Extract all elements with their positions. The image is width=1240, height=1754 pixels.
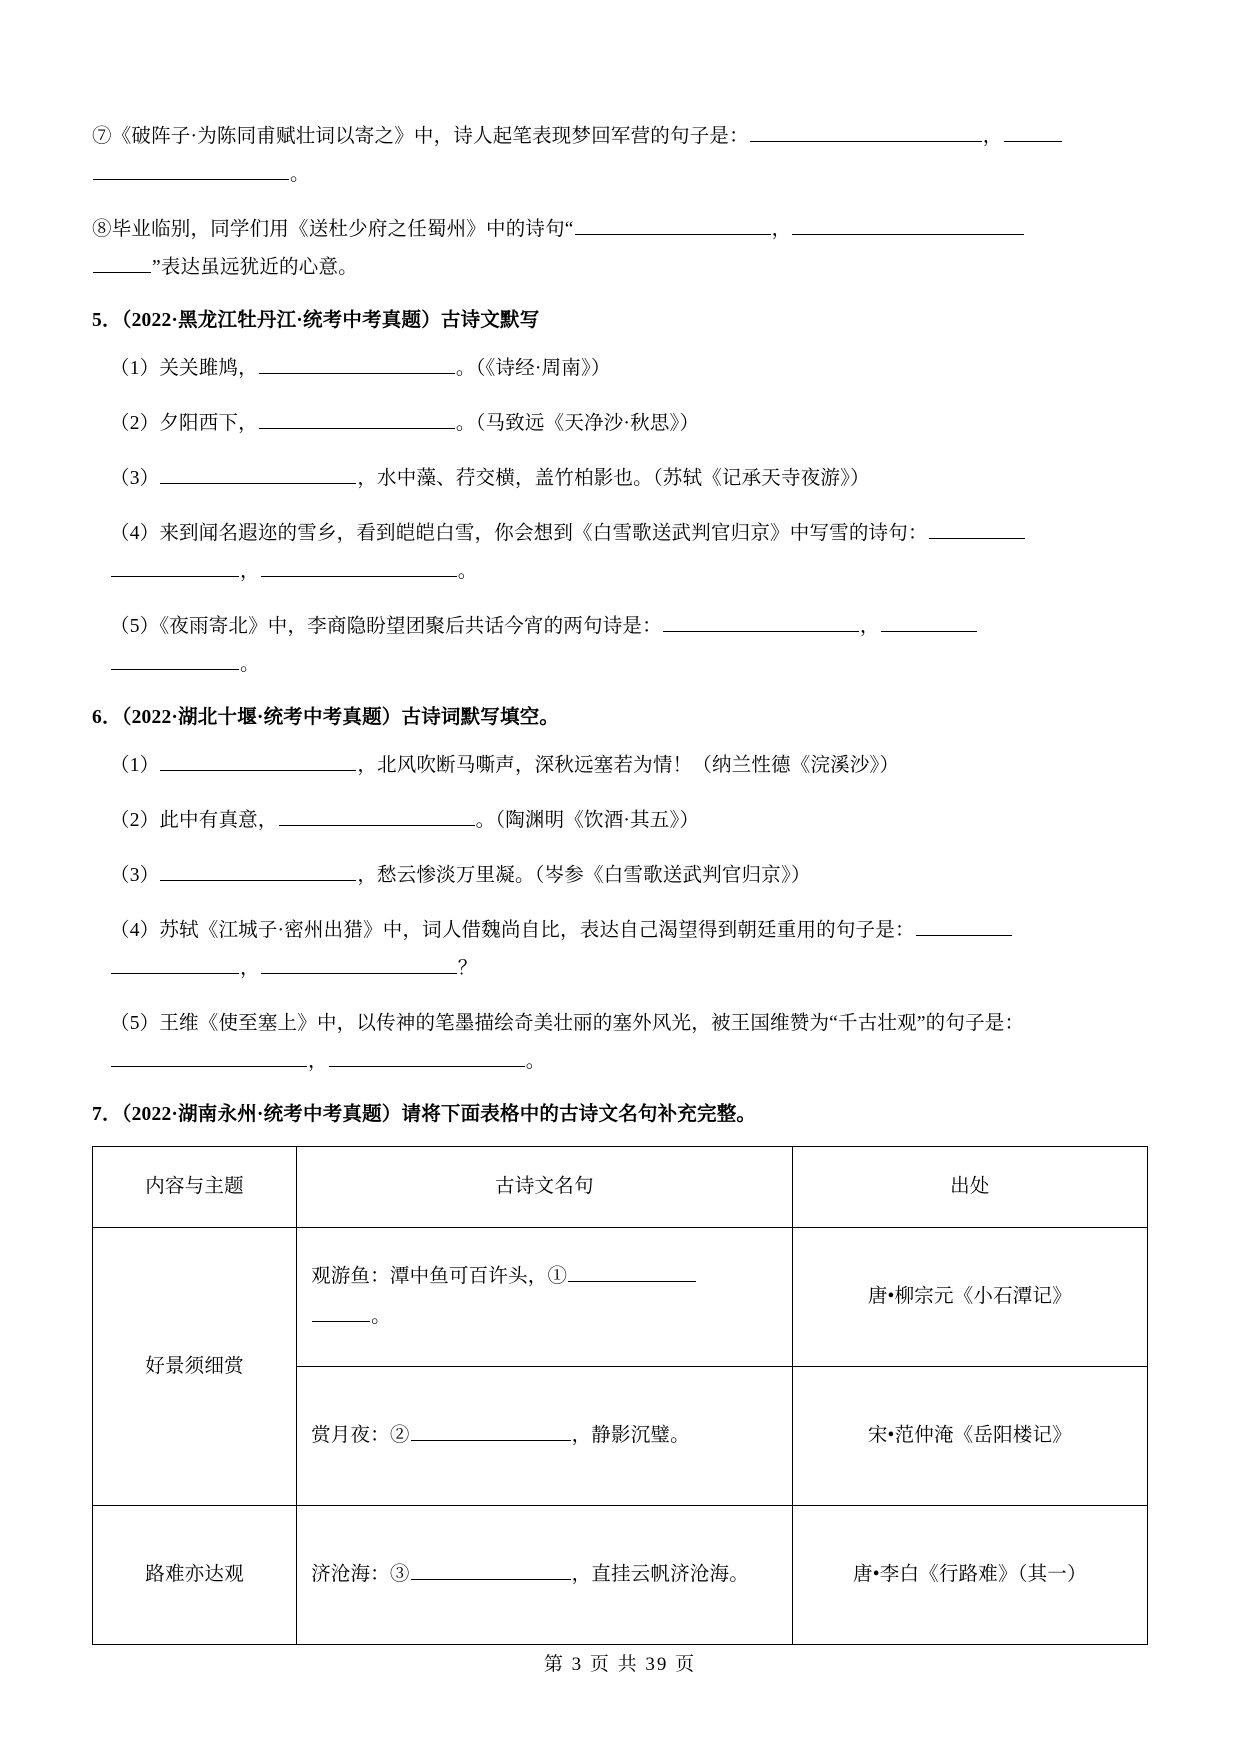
answer-blank[interactable] [259, 409, 455, 429]
item-7-prefix: ⑦《破阵子·为陈同甫赋壮词以寄之》中，诗人起笔表现梦回军营的句子是： [92, 126, 749, 147]
cell-theme: 好景须细赏 [93, 1228, 297, 1506]
item-label: （3） [110, 865, 160, 886]
item-post: 。 [457, 561, 478, 582]
table-row [93, 1228, 1148, 1367]
answer-blank[interactable] [160, 751, 356, 771]
cell-verse [297, 1367, 793, 1506]
question-6-item-3 [92, 857, 1148, 895]
item-pre: 苏轼《江城子·密州出猎》中，词人借魏尚自比，表达自己渴望得到朝廷重用的句子是： [159, 920, 915, 941]
verse-post: 。 [371, 1306, 391, 1327]
item-pre: 夕阳西下， [159, 413, 258, 434]
answer-blank[interactable] [111, 954, 239, 974]
item-post: 。 [240, 654, 260, 675]
item-post: ，北风吹断马嘶声，深秋远塞若为情！（纳兰性德《浣溪沙》） [357, 755, 900, 776]
question-6-heading: 6．（2022·湖北十堰·统考中考真题）古诗词默写填空。 [92, 707, 560, 728]
verse-pre: 赏月夜：② [311, 1425, 410, 1446]
item-mid: ， [240, 561, 260, 582]
cell-source: 唐•李白《行路难》（其一） [792, 1506, 1147, 1645]
cell-theme: 路难亦达观 [93, 1506, 297, 1645]
page-footer: 第 3 页 共 39 页 [543, 1654, 697, 1675]
question-5-item-3 [92, 460, 1148, 498]
cell-verse [297, 1228, 793, 1367]
answer-blank[interactable] [329, 1047, 525, 1067]
answer-blank[interactable] [881, 612, 977, 632]
item-label: （5） [110, 1013, 160, 1034]
answer-blank[interactable] [916, 916, 1012, 936]
answer-blank[interactable] [93, 160, 289, 180]
answer-blank[interactable] [111, 557, 239, 577]
question-5-item-1 [92, 350, 1148, 388]
table-header-row [93, 1147, 1148, 1228]
item-8-mid: ， [771, 219, 792, 240]
item-post: 。（马致远《天净沙·秋思》） [455, 413, 700, 434]
question-5-item-4 [92, 515, 1148, 591]
verse-post: ，直挂云帆济沧海。 [571, 1564, 749, 1585]
answer-blank[interactable] [111, 1047, 307, 1067]
question-7-heading: 7．（2022·湖南永州·统考中考真题）请将下面表格中的古诗文名句补充完整。 [92, 1104, 757, 1125]
answer-blank[interactable] [261, 954, 457, 974]
item-label: （2） [110, 810, 160, 831]
item-label: （1） [110, 755, 160, 776]
cell-source: 宋•范仲淹《岳阳楼记》 [792, 1367, 1147, 1506]
answer-blank[interactable] [750, 122, 982, 142]
item-mid: ， [859, 616, 880, 637]
item-mid: ， [308, 1051, 328, 1072]
poem-table [92, 1146, 1148, 1645]
item-label: （4） [110, 523, 160, 544]
verse-post: ，静影沉璧。 [571, 1425, 690, 1446]
answer-blank[interactable] [279, 806, 475, 826]
item-8-prefix: ⑧毕业临别，同学们用《送杜少府之任蜀州》中的诗句“ [92, 219, 574, 240]
item-label: （2） [110, 413, 160, 434]
question-5-item-2 [92, 405, 1148, 443]
cell-verse [297, 1506, 793, 1645]
answer-blank[interactable] [411, 1560, 571, 1580]
answer-blank[interactable] [259, 354, 455, 374]
question-5-heading: 5．（2022·黑龙江牡丹江·统考中考真题）古诗文默写 [92, 310, 540, 331]
verse-pre: 观游鱼：潭中鱼可百许头，① [311, 1266, 568, 1287]
item-label: （5） [110, 616, 160, 637]
item-post: 。 [525, 1051, 546, 1072]
answer-blank[interactable] [568, 1262, 696, 1282]
item-8-suffix: ”表达虽远犹近的心意。 [152, 257, 358, 278]
column-header-source: 出处 [792, 1147, 1147, 1228]
item-post: ，愁云惨淡万里凝。（岑参《白雪歌送武判官归京》） [357, 865, 811, 886]
question-5-item-5 [92, 608, 1148, 684]
column-header-theme: 内容与主题 [93, 1147, 297, 1228]
cell-source: 唐•柳宗元《小石潭记》 [792, 1228, 1147, 1367]
answer-blank[interactable] [160, 464, 356, 484]
item-pre: 《夜雨寄北》中，李商隐盼望团聚后共话今宵的两句诗是： [159, 616, 662, 637]
answer-blank[interactable] [160, 861, 356, 881]
item-post: ？ [457, 958, 478, 979]
item-pre: 王维《使至塞上》中，以传神的笔墨描绘奇美壮丽的塞外风光，被王国维赞为“千古壮观”的句子是： [159, 1013, 1025, 1034]
item-label: （1） [110, 358, 160, 379]
column-header-verse: 古诗文名句 [297, 1147, 793, 1228]
answer-blank[interactable] [575, 215, 771, 235]
answer-blank[interactable] [111, 650, 239, 670]
verse-pre: 济沧海：③ [311, 1564, 410, 1585]
item-label: （4） [110, 920, 160, 941]
answer-blank[interactable] [312, 1302, 370, 1322]
item-label: （3） [110, 468, 160, 489]
item-pre: 来到闻名遐迩的雪乡，看到皑皑白雪，你会想到《白雪歌送武判官归京》中写雪的诗句： [159, 523, 928, 544]
item-7-mid: ， [982, 126, 1003, 147]
question-6-item-5 [92, 1005, 1148, 1081]
answer-blank[interactable] [411, 1421, 571, 1441]
answer-blank[interactable] [792, 215, 1024, 235]
question-6-item-1 [92, 747, 1148, 785]
table-row [93, 1506, 1148, 1645]
answer-blank[interactable] [93, 253, 151, 273]
answer-blank[interactable] [261, 557, 457, 577]
item-post: 。（陶渊明《饮酒·其五》） [475, 810, 700, 831]
item-pre: 此中有真意， [159, 810, 278, 831]
answer-blank[interactable] [663, 612, 859, 632]
item-7-suffix: 。 [290, 164, 310, 185]
question-6-item-4 [92, 912, 1148, 988]
item-mid: ， [240, 958, 260, 979]
question-6-item-2 [92, 802, 1148, 840]
answer-blank[interactable] [1004, 122, 1062, 142]
item-pre: 关关雎鸠， [159, 358, 258, 379]
item-post: ，水中藻、荇交横，盖竹柏影也。（苏轼《记承天寺夜游》） [357, 468, 870, 489]
item-post: 。（《诗经·周南》） [455, 358, 611, 379]
fill-in-item-7 [92, 118, 1148, 194]
fill-in-item-8 [92, 211, 1148, 287]
answer-blank[interactable] [929, 519, 1025, 539]
